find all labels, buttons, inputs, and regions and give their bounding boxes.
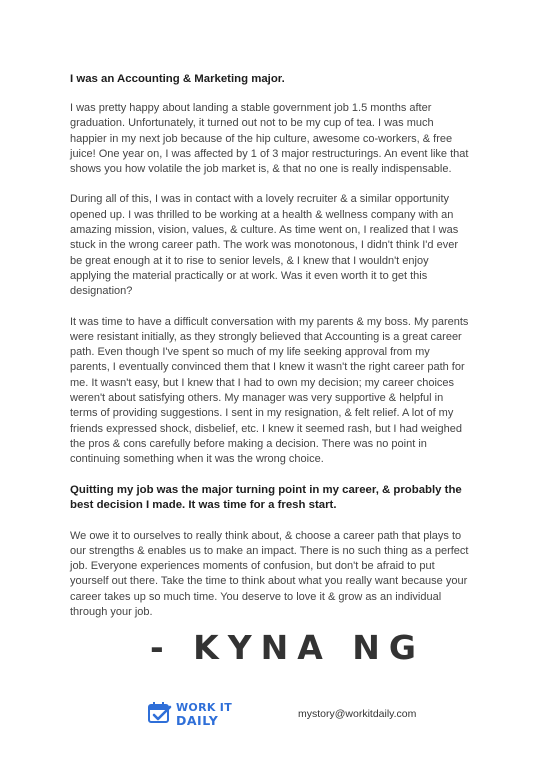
- work-it-daily-logo[interactable]: [148, 698, 248, 732]
- contact-email[interactable]: mystory@workitdaily.com: [298, 708, 417, 720]
- author-signature: - KYNA NG: [150, 628, 426, 667]
- story-closing: We owe it to ourselves to really think about, & choose a career path that plays to our strengths & enables us to make an impact. There is no such thing as a perfect job. Everyone experiences moments of confusion, but don't be afraid to put yourself out there. Take the time to think about what you really want because your career takes up so much time. You deserve to love it & grow as an individual through your job.: [70, 529, 469, 619]
- story-heading: I was an Accounting & Marketing major.: [70, 73, 285, 85]
- footer: [0, 696, 540, 736]
- logo-line-1: WORK IT: [176, 701, 233, 714]
- story-paragraph: I was pretty happy about landing a stable government job 1.5 months after graduation. Unfortunately, it turned out not to be my cup of tea. I was much happier in my next job because of the hip culture, awesome co-workers, & free juice! One year on, I was affected by 1 of 3 major restructurings. An event like that shows you how volatile the job market is, & that no one is really indispensable.: [70, 102, 469, 176]
- story-content: [70, 72, 472, 635]
- logo-wordmark: [176, 701, 232, 727]
- calendar-checkmark-icon: [148, 702, 172, 724]
- story-paragraph: It was time to have a difficult conversation with my parents & my boss. My parents were resistant initially, as they strongly believed that Accounting is a great career path. Even though I've spent so much of my life seeking approval from my parents, I eventually convinced them that I knew it wasn't the right career path for me. It wasn't easy, but I knew that I had to own my decision; my career choices weren't about satisfying others. My manager was very supportive & helpful in terms of providing suggestions. I sent in my resignation, & felt relief. A lot of my friends expressed shock, disbelief, etc. I knew it seemed rash, but I had weighed the pros & cons carefully before making a decision. There was no point in continuing something when it was the wrong choice.: [70, 315, 469, 466]
- story-paragraph: During all of this, I was in contact with a lovely recruiter & a similar opportunity opened up. I was thrilled to be working at a health & wellness company with an amazing mission, vision, values, & culture. As time went on, I realized that I was stuck in the wrong career path. The work was monotonous, I didn't think I'd ever be great enough at it to rise to senior levels, & I knew that I wouldn't enjoy applying the material practically or at work. Was it even worth it to get this designation?: [70, 193, 459, 298]
- logo-line-2: DAILY: [176, 713, 219, 728]
- story-highlight: Quitting my job was the major turning point in my career, & probably the best decision I made. It was time for a fresh start.: [70, 483, 462, 512]
